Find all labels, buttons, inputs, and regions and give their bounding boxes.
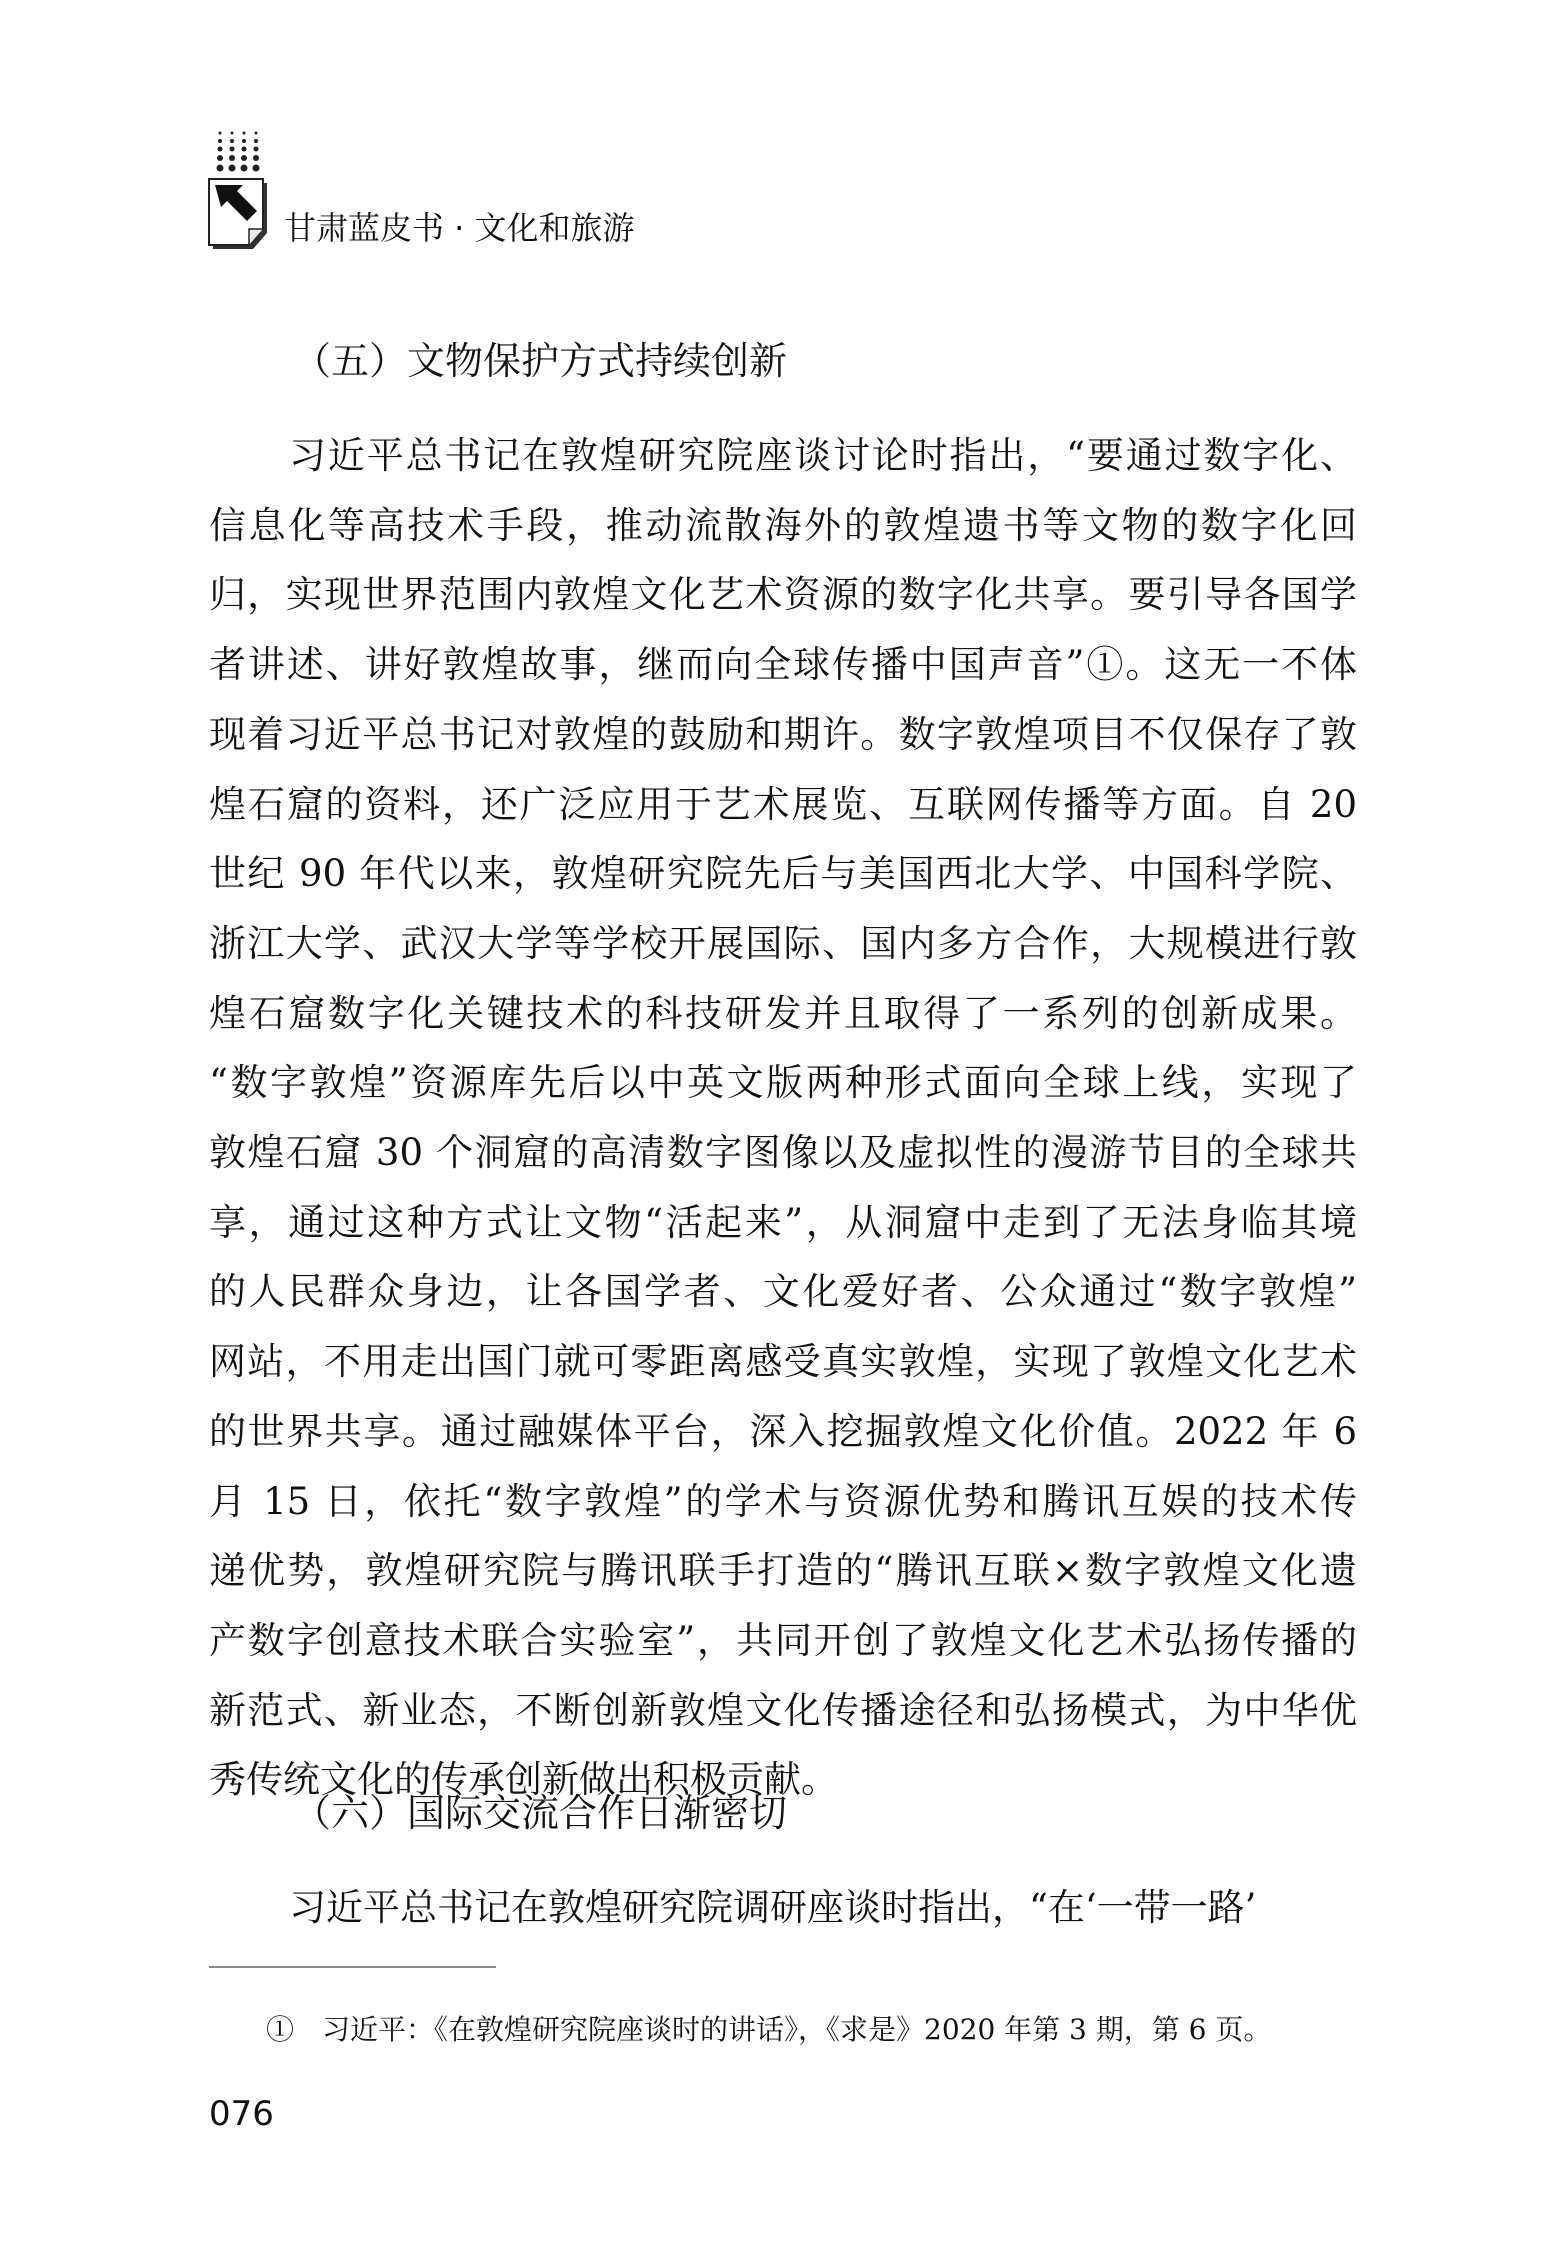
footnote-divider (209, 1966, 496, 1968)
paragraph-line: 敦煌石窟 30 个洞窟的高清数字图像以及虚拟性的漫游节目的全球共 (209, 1131, 1357, 1174)
paragraph-line: 世纪 90 年代以来，敦煌研究院先后与美国西北大学、中国科学院、 (209, 852, 1357, 896)
paragraph-line: 习近平总书记在敦煌研究院座谈讨论时指出，“要通过数字化、 (289, 434, 1357, 477)
book-arrow-logo-icon (205, 125, 285, 260)
paragraph-line: 信息化等高技术手段，推动流散海外的敦煌遗书等文物的数字化回 (209, 503, 1357, 547)
paragraph-line: 的世界共享。通过融媒体平台，深入挖掘敦煌文化价值。2022 年 6 (209, 1409, 1357, 1453)
paragraph-line: 享，通过这种方式让文物“活起来”，从洞窟中走到了无法身临其境 (209, 1200, 1357, 1244)
paragraph-line: 网站，不用走出国门就可零距离感受真实敦煌，实现了敦煌文化艺术 (209, 1340, 1357, 1384)
paragraph-line: 浙江大学、武汉大学等学校开展国际、国内多方合作，大规模进行敦 (209, 921, 1357, 965)
footnote: ① 习近平：《在敦煌研究院座谈时的讲话》，《求是》2020 年第 3 期，第 6 页。 (266, 2013, 1272, 2046)
paragraph-line: 现着习近平总书记对敦煌的鼓励和期许。数字敦煌项目不仅保存了敦 (209, 712, 1357, 756)
running-header-title: 甘肃蓝皮书 · 文化和旅游 (284, 209, 635, 247)
paragraph-line: 月 15 日，依托“数字敦煌”的学术与资源优势和腾讯互娱的技术传 (209, 1479, 1357, 1523)
section-heading: （五）文物保护方式持续创新 (293, 339, 788, 383)
section-heading: （六）国际交流合作日渐密切 (293, 1791, 788, 1835)
paragraph-line: 产数字创意技术联合实验室”，共同开创了敦煌文化艺术弘扬传播的 (209, 1618, 1357, 1662)
paragraph-line: 煌石窟的资料，还广泛应用于艺术展览、互联网传播等方面。自 20 (209, 782, 1357, 826)
page-number: 076 (209, 2094, 274, 2134)
paragraph-line: 习近平总书记在敦煌研究院调研座谈时指出，“在‘一带一路’ (289, 1886, 1257, 1929)
paragraph-line: 秀传统文化的传承创新做出积极贡献。 (209, 1758, 838, 1802)
paragraph-line: 煌石窟数字化关键技术的科技研发并且取得了一系列的创新成果。 (209, 991, 1357, 1035)
paragraph-line: “数字敦煌”资源库先后以中英文版两种形式面向全球上线，实现了 (209, 1061, 1357, 1105)
paragraph-line: 的人民群众身边，让各国学者、文化爱好者、公众通过“数字敦煌” (209, 1270, 1357, 1314)
paragraph-line: 新范式、新业态，不断创新敦煌文化传播途径和弘扬模式，为中华优 (209, 1688, 1357, 1732)
paragraph-line: 者讲述、讲好敦煌故事，继而向全球传播中国声音”①。这无一不体 (209, 643, 1357, 687)
paragraph-line: 归，实现世界范围内敦煌文化艺术资源的数字化共享。要引导各国学 (209, 573, 1357, 617)
paragraph-line: 递优势，敦煌研究院与腾讯联手打造的“腾讯互联×数字敦煌文化遗 (209, 1549, 1357, 1593)
